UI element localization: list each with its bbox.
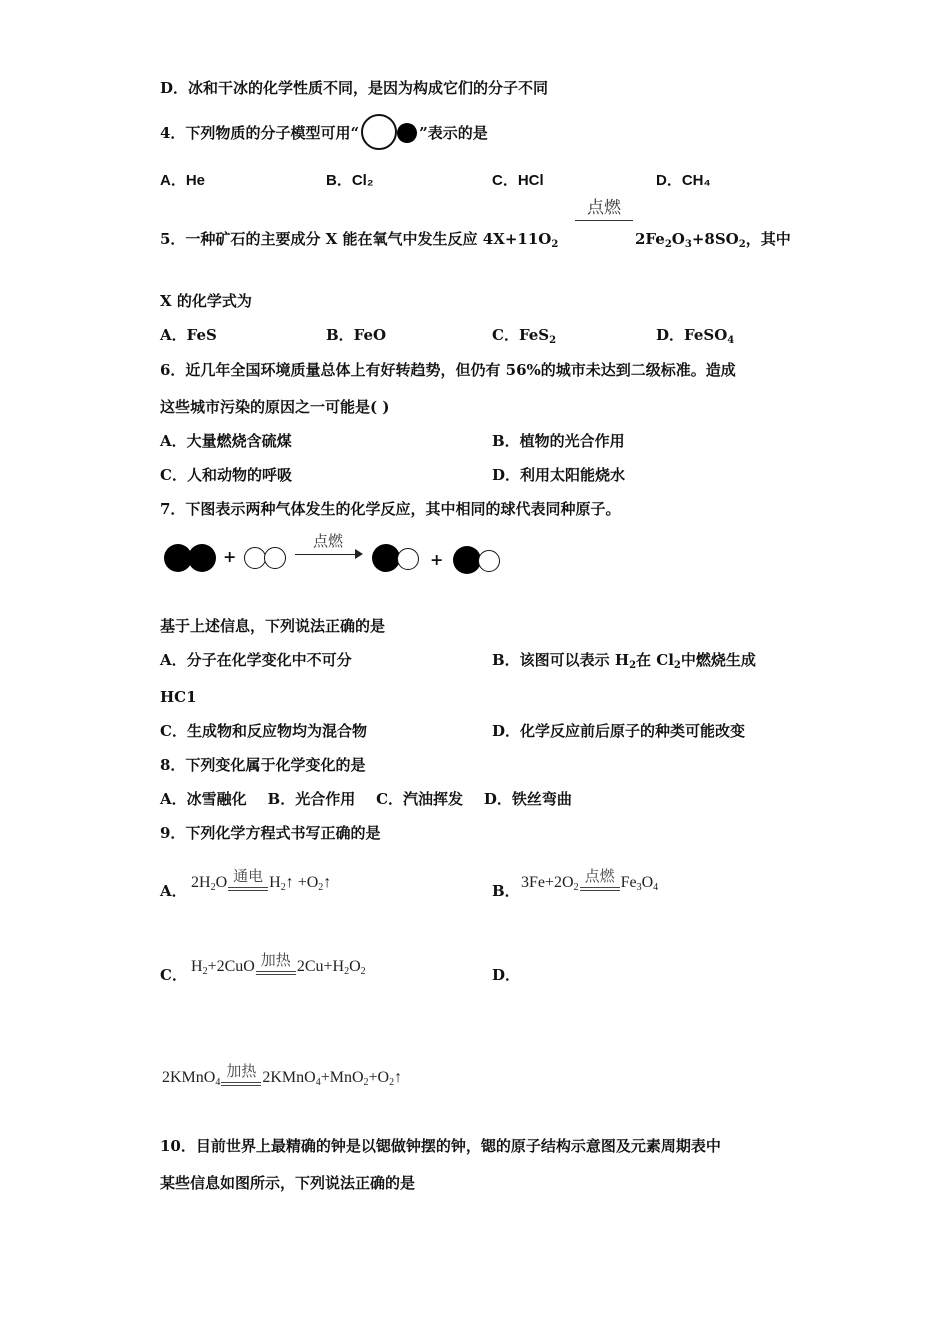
q5-stem-line-2: X 的化学式为: [160, 292, 252, 310]
q7-condition: 点燃: [312, 532, 343, 550]
q9-cond-c: 加热: [260, 953, 291, 969]
q4-molecule-model-icon: [359, 124, 419, 144]
q9-option-c-equation: $H_2+2CuO$ 加热 $2Cu+H_2O_2$: [191, 953, 366, 977]
reaction-arrow: [295, 532, 361, 555]
q5-sub: 2: [551, 239, 559, 250]
q9-option-d-equation: 2KMnO$_4$ 加热 $2KMnO_4+MnO_2+O_2↑$: [162, 1064, 403, 1088]
q5-product-b: +8SO: [691, 230, 739, 248]
q7-stem: 7．下图表示两种气体发生的化学反应，其中相同的球代表同种原子。: [160, 500, 621, 518]
q5-products: [635, 229, 791, 255]
q4-option-a: A．He: [160, 172, 206, 189]
q7-option-d: D．化学反应前后原子的种类可能改变: [492, 722, 746, 740]
q6-option-b: B．植物的光合作用: [492, 432, 625, 450]
q7-option-c: C．生成物和反应物均为混合物: [160, 722, 367, 740]
q5-stem-tail: ，其中: [745, 230, 791, 248]
q6-stem-line-2: 这些城市污染的原因之一可能是( ): [160, 398, 390, 416]
q9-option-a-equation: $2H_2O$ 通电 $H_2↑$ $+O_2↑$: [191, 869, 332, 893]
q9-option-b-label: B．: [492, 882, 520, 900]
q9-cond-d: 加热: [226, 1064, 257, 1080]
q6-option-a: A．大量燃烧含硫煤: [160, 432, 292, 450]
q5-option-c: [492, 325, 556, 351]
q5-condition-arrow: [575, 198, 633, 221]
q5-condition: 点燃: [587, 198, 621, 218]
q9-cond-a: 通电: [233, 869, 264, 885]
q4-option-c: C．HCl: [492, 172, 544, 189]
q5-sub-b: 2: [738, 239, 746, 250]
q7-question: 基于上述信息，下列说法正确的是: [160, 617, 386, 635]
q4-stem: [160, 123, 488, 144]
q4-stem-after: ”表示的是: [419, 124, 488, 142]
q5-stem-line-1: [160, 229, 558, 255]
q9-stem: 9．下列化学方程式书写正确的是: [160, 824, 381, 842]
q7-option-b-sub2: 2: [673, 660, 681, 671]
q5-sub-a2: 3: [684, 239, 692, 250]
plus-sign: +: [430, 550, 444, 569]
q4-option-d: D．CH₄: [656, 172, 711, 189]
q7-option-b-part3: 中燃烧生成: [680, 651, 756, 669]
q5-option-d-text: D．FeSO: [656, 326, 728, 344]
q4-option-b: B．Cl₂: [326, 172, 374, 189]
q6-stem-line-1: 6．近几年全国环境质量总体上有好转趋势，但仍有 56%的城市未达到二级标准。造成: [160, 361, 736, 379]
q5-sub-a1: 2: [664, 239, 672, 250]
q9-cond-b: 点燃: [584, 869, 615, 885]
q6-option-d: D．利用太阳能烧水: [492, 466, 626, 484]
q9-option-b-equation: $3Fe+2O_2$ 点燃 $Fe_3O_4$: [521, 869, 659, 893]
q7-option-b-part2: 在 Cl: [636, 651, 674, 669]
q7-option-b: [492, 650, 756, 676]
q7-option-b-part1: B．该图可以表示 H: [492, 651, 630, 669]
q5-option-a: A．FeS: [160, 326, 217, 344]
plus-sign: +: [223, 547, 237, 566]
q4-stem-before: 4．下列物质的分子模型可用“: [160, 124, 360, 142]
q10-stem-line-1: 10．目前世界上最精确的钟是以锶做钟摆的钟，锶的原子结构示意图及元素周期表中: [160, 1137, 721, 1155]
q7-option-b-continued: HC1: [160, 688, 197, 706]
q7-reaction-diagram: [160, 530, 520, 586]
q5-option-c-text: C．FeS: [492, 326, 550, 344]
q9-option-c-label: C．: [160, 966, 187, 984]
q10-stem-line-2: 某些信息如图所示，下列说法正确的是: [160, 1174, 416, 1192]
q6-option-c: C．人和动物的呼吸: [160, 466, 292, 484]
q3-option-d: D．冰和干冰的化学性质不同，是因为构成它们的分子不同: [160, 79, 549, 97]
q9-option-d-label: D．: [492, 966, 521, 984]
q7-option-b-sub1: 2: [629, 660, 637, 671]
q5-option-b: B．FeO: [326, 326, 387, 344]
q7-option-a: A．分子在化学变化中不可分: [160, 651, 352, 669]
q5-option-c-sub: 2: [549, 335, 557, 346]
q5-stem-text: 5．一种矿石的主要成分 X 能在氧气中发生反应 4X+11O: [160, 230, 552, 248]
q5-option-d: [656, 325, 734, 351]
q8-stem: 8．下列变化属于化学变化的是: [160, 756, 366, 774]
q5-product-a: 2Fe: [635, 230, 665, 248]
q5-option-d-sub: 4: [727, 335, 735, 346]
q5-product-a-mid: O: [671, 230, 685, 248]
q8-options: A．冰雪融化 B．光合作用 C．汽油挥发 D．铁丝弯曲: [160, 790, 572, 808]
q9-option-a-label: A．: [160, 882, 187, 900]
